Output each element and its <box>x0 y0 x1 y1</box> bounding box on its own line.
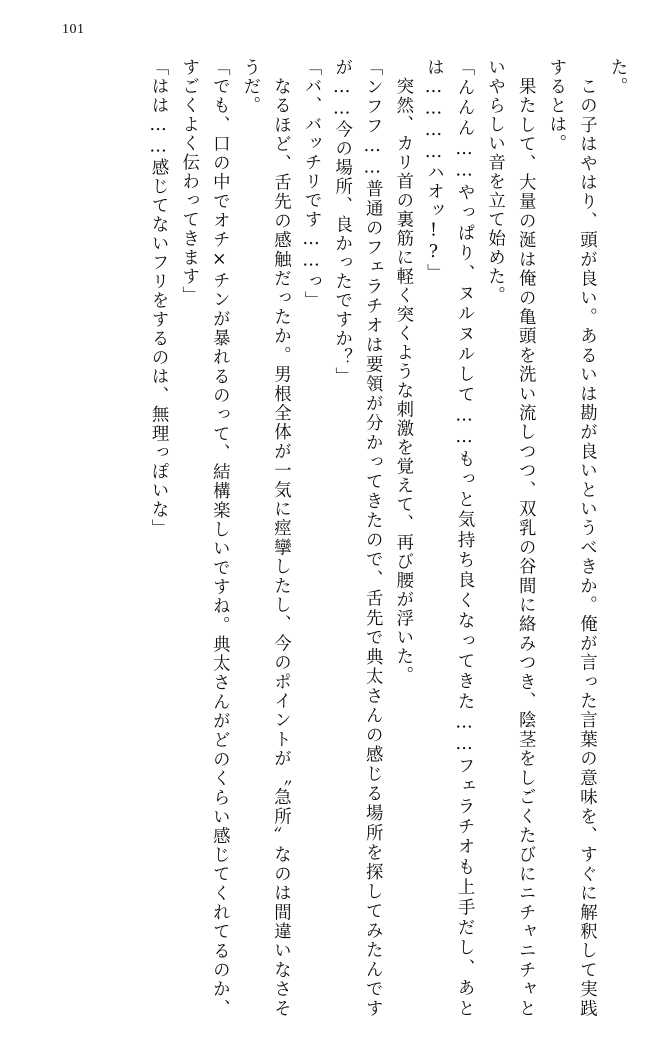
paragraph: 突然、カリ首の裏筋に軽く突くような刺激を覚えて、再び腰が浮いた。 <box>392 58 413 685</box>
paragraph: この子はやはり、頭が良い。あるいは勘が良いというべきか。俺が言った言葉の意味を、すぐに解釈して実践するとは。 <box>545 58 597 1018</box>
paragraph: 果たして、大量の涎は俺の亀頭を洗い流しつつ、双乳の谷間に絡みつき、陰茎をしごくたびにニチャニチャといやらしい音を立て始めた。 <box>484 58 536 1018</box>
paragraph: 「ンフフ……普通のフェラチオは要領が分かってきたので、舌先で典太さんの感じる場所を探してみたんですが……今の場所、良かったですか？」 <box>331 58 383 1018</box>
paragraph: 「はは……感じてないフリをするのは、無理っぽいな」 <box>148 58 169 539</box>
page-body-text <box>44 58 632 1018</box>
paragraph: 「バ、バッチリです……っ」 <box>301 58 322 311</box>
page-number: 101 <box>62 22 85 37</box>
paragraph: 「でも、口の中でオチ×チンが暴れるのって、結構楽しいですね。典太さんがどのくらい感じてくれてるのか、すごくよく伝わってきます」 <box>178 58 230 1018</box>
paragraph: なるほど、舌先の感触だったか。男根全体が一気に痙攣したし、今のポイントが〝急所〟なのは間違いなさそうだ。 <box>239 58 291 1018</box>
paragraph: 「んんん……やっぱり、ヌルヌルして……もっと気持ち良くなってきた……フェラチオも上手だし、あとは…………ハオッ!?」 <box>423 58 475 1018</box>
paragraph: た。 <box>607 58 627 96</box>
